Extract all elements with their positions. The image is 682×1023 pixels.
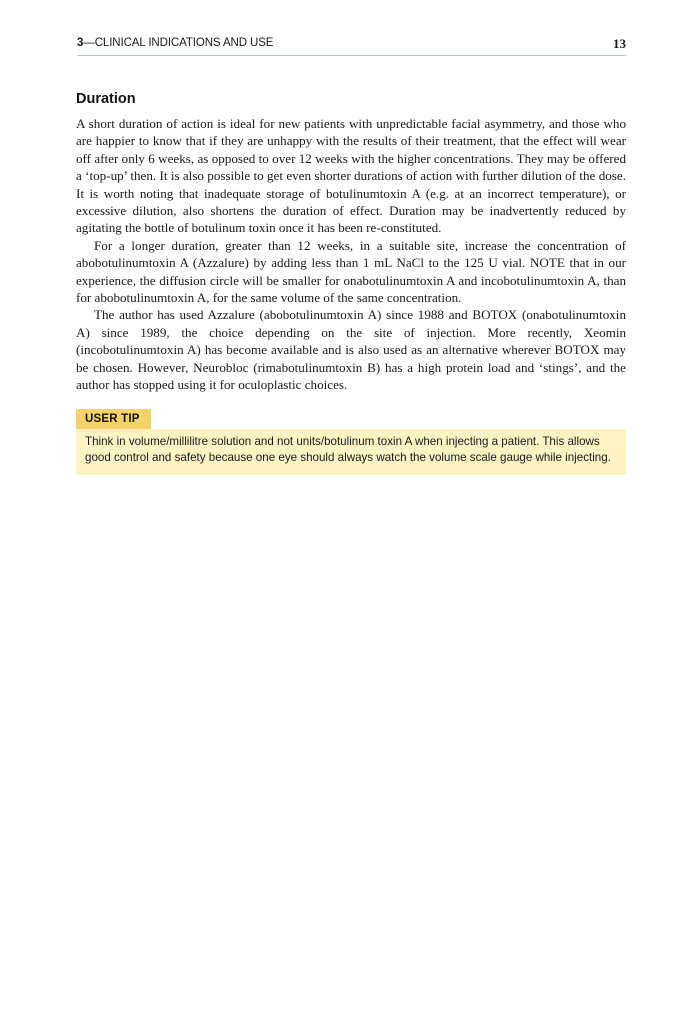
chapter-number: 3 bbox=[77, 37, 84, 49]
page-number: 13 bbox=[613, 36, 626, 51]
chapter-label bbox=[77, 37, 273, 49]
section-heading: Duration bbox=[76, 91, 136, 107]
user-tip-box bbox=[76, 429, 626, 476]
running-header bbox=[77, 37, 626, 56]
page-content bbox=[76, 90, 626, 475]
paragraph-2: For a longer duration, greater than 12 weeks, in a suitable site, increase the concentration of abobotulinumtoxin A (Azzalure) by adding less than 1 mL NaCl to the 125 U vial. NOTE that in our experience, the diffusion circle will be smaller for onabotulinumtoxin A and incobotulinumtoxin A, than for abobotulinumtoxin A, for the same volume of the same concentration. bbox=[76, 237, 626, 306]
paragraph-1: A short duration of action is ideal for new patients with unpredictable facial asymmetry, and those who are happier to know that if they are unhappy with the results of their treatment, that the effect will wear off after only 6 weeks, as opposed to over 12 weeks with the higher concentrations. They may be offered a ‘top-up’ then. It is also possible to get even shorter durations of action with further dilution of the dose. It is worth noting that inadequate storage of botulinumtoxin A (e.g. at an incorrect temperature), or excessive dilution, also shortens the duration of effect. Duration may be inadvertently reduced by agitating the bottle of botulinum toxin once it has been re-constituted. bbox=[76, 116, 626, 236]
user-tip-text: Think in volume/millilitre solution and not units/botulinum toxin A when injecting a patient. This allows good control and safety because one eye should always watch the volume scale gauge while injecting. bbox=[85, 434, 611, 464]
chapter-title: —CLINICAL INDICATIONS AND USE bbox=[83, 37, 274, 49]
paragraph-3: The author has used Azzalure (abobotulinumtoxin A) since 1988 and BOTOX (onabotulinumtoxin A) since 1989, the choice depending on the site of injection. More recently, Xeomin (incobotulinumtoxin A) has become available and is also used as an alternative wherever BOTOX may be chosen. However, Neurobloc (rimabotulinumtoxin B) has a high protein load and ‘stings’, and the author has stopped using it for oculoplastic choices. bbox=[76, 307, 626, 393]
user-tip bbox=[76, 394, 626, 476]
user-tip-label: USER TIP bbox=[76, 409, 151, 429]
